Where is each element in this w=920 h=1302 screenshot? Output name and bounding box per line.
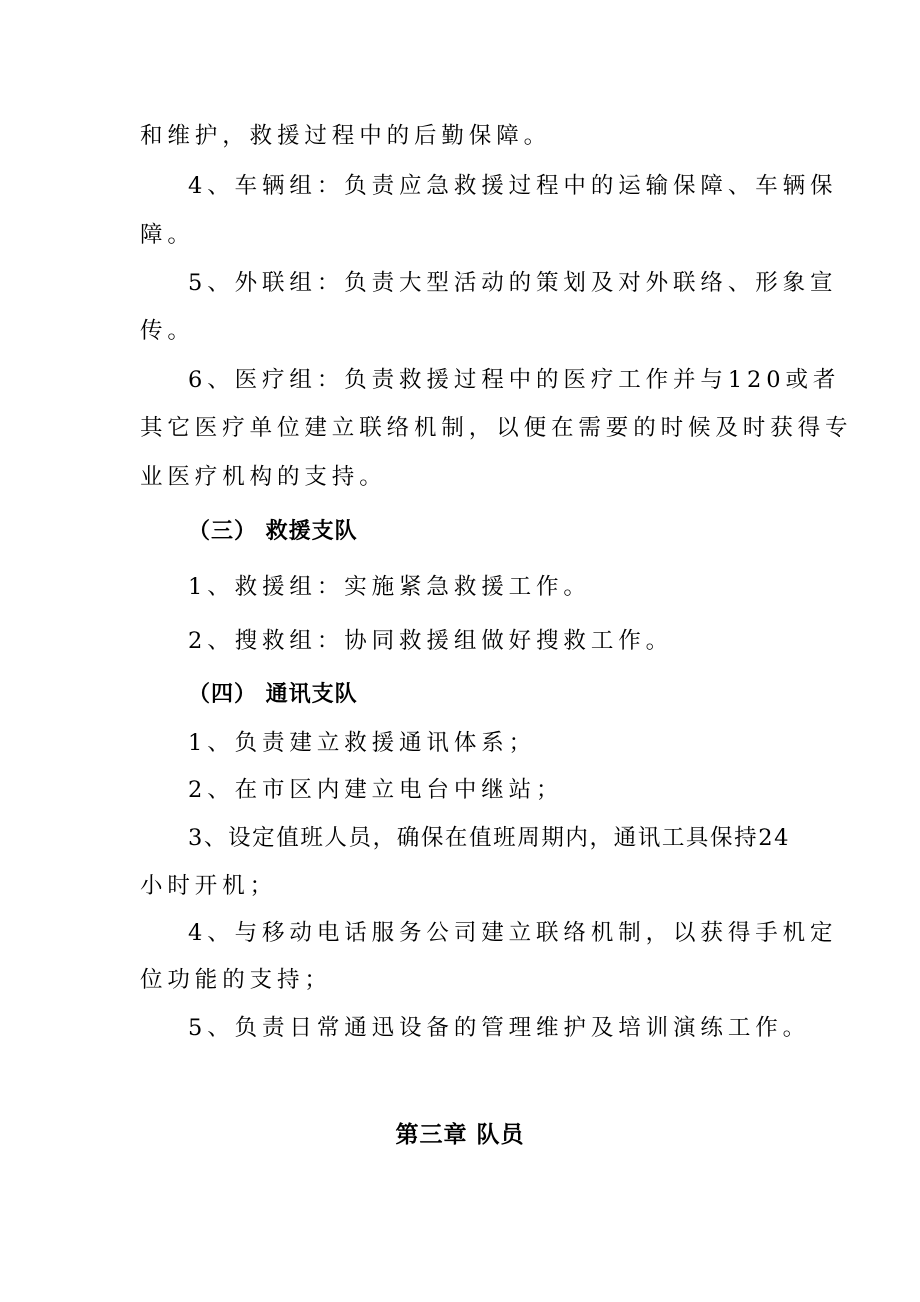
list-item: 2、在市区内建立电台中继站； [188,777,564,803]
list-item: 1、救援组：实施紧急救援工作。 [188,574,591,600]
chapter-title: 第三章 队员 [395,1122,525,1148]
list-item: 3、设定值班人员，确保在值班周期内，通讯工具保持24 [188,825,791,851]
list-item: 4、与移动电话服务公司建立联络机制，以获得手机定 [188,920,838,946]
paragraph-line: 障。 [140,222,195,248]
list-item-continuation: 位功能的支持； [140,967,332,993]
paragraph-line: 4、车辆组：负责应急救援过程中的运输保障、车辆保 [188,173,838,199]
paragraph-line: 业医疗机构的支持。 [140,464,387,490]
list-item: 2、搜救组：协同救援组做好搜救工作。 [188,628,674,654]
paragraph-line: 6、医疗组：负责救援过程中的医疗工作并与120或者 [188,367,841,393]
list-item: 5、负责日常通迅设备的管理维护及培训演练工作。 [188,1015,811,1041]
section-heading-rescue-team: （三） 救援支队 [188,519,358,544]
paragraph-line: 5、外联组：负责大型活动的策划及对外联络、形象宣 [188,270,838,296]
paragraph-line: 其它医疗单位建立联络机制，以便在需要的时候及时获得专 [140,415,853,441]
paragraph-line: 和维护，救援过程中的后勤保障。 [140,123,552,149]
list-item-continuation: 小时开机； [140,873,278,899]
paragraph-line: 传。 [140,318,195,344]
section-heading-communication-team: （四） 通讯支队 [188,682,358,707]
list-item: 1、负责建立救援通讯体系； [188,730,537,756]
